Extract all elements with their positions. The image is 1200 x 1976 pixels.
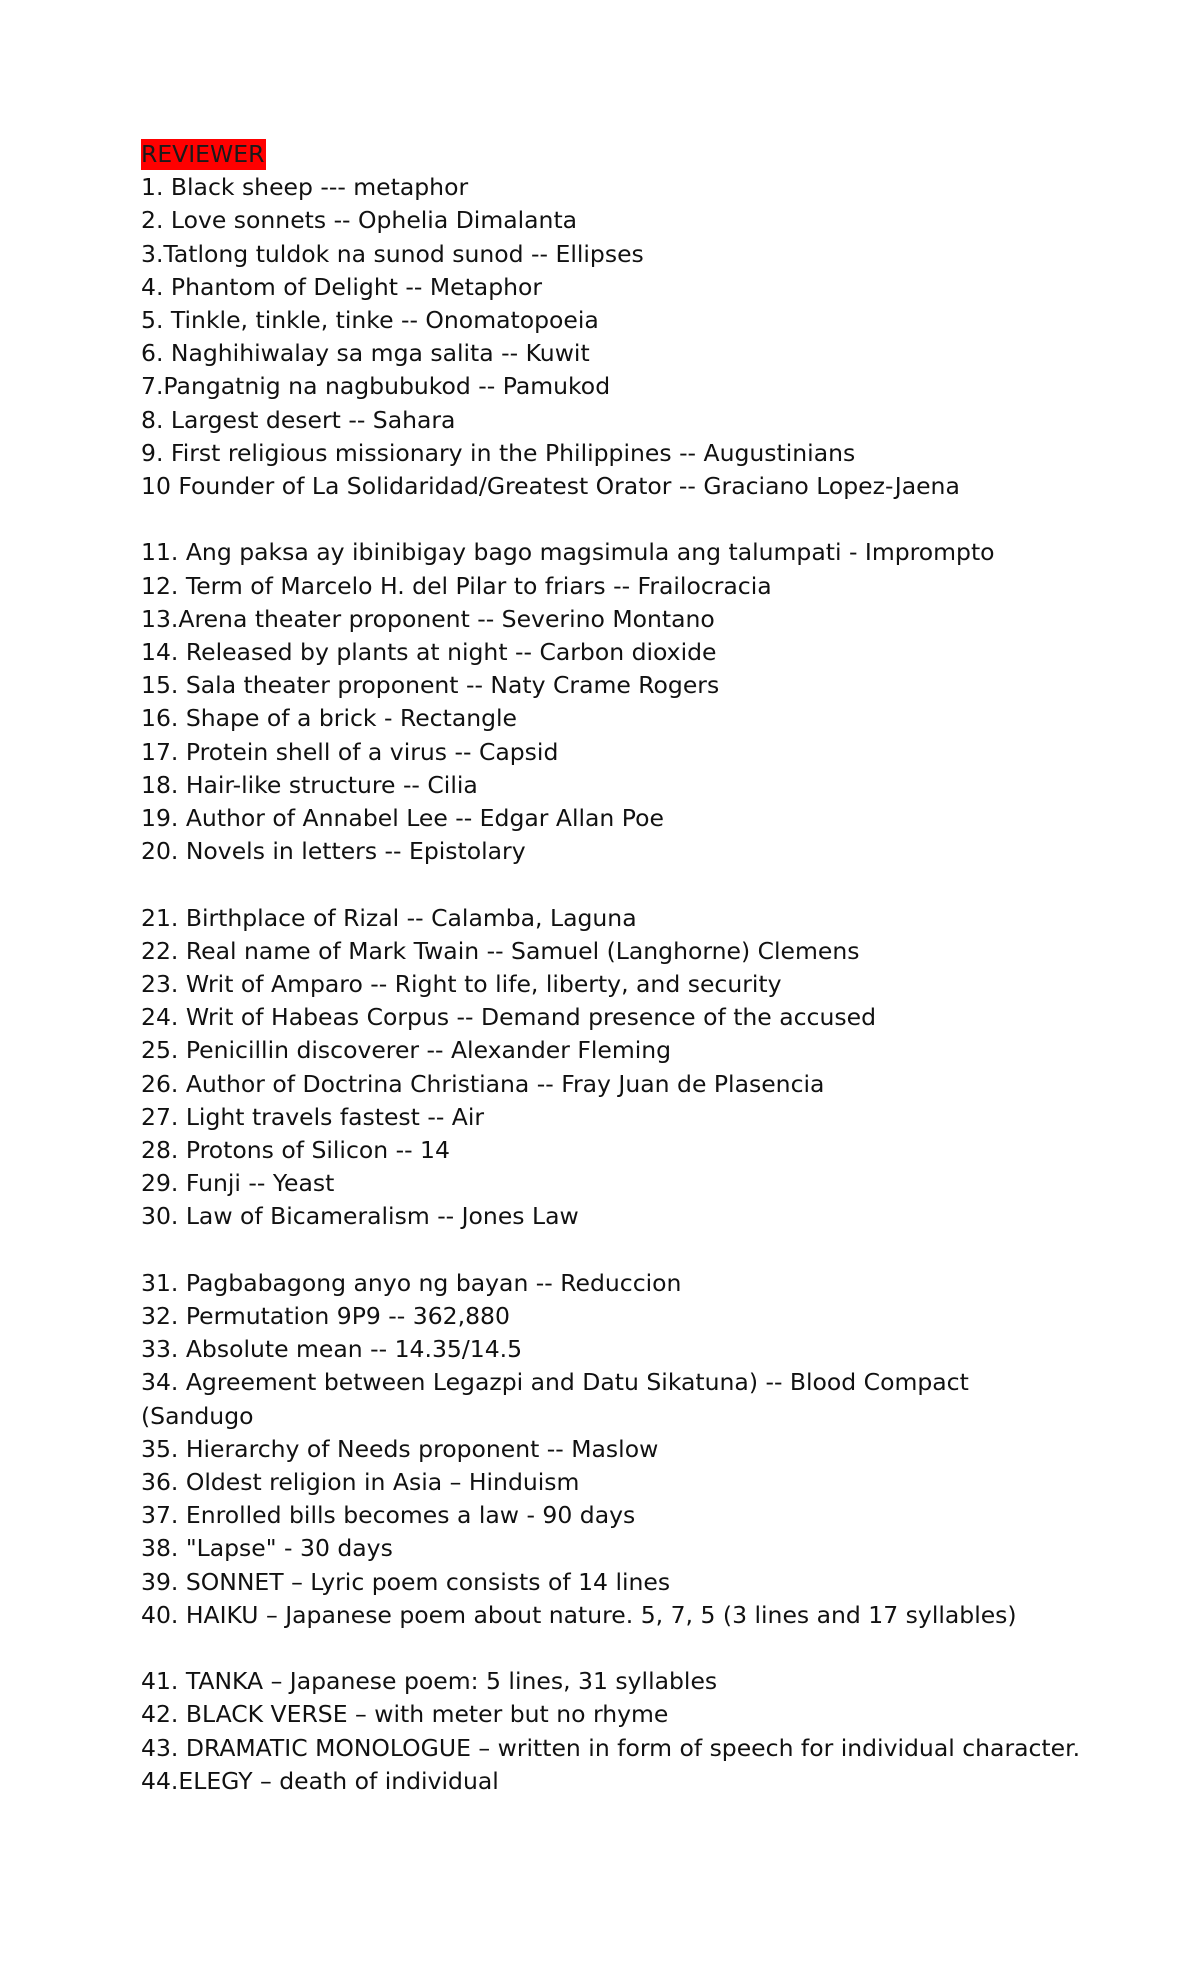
item-group-5 bbox=[141, 1665, 1081, 1798]
list-item: 36. Oldest religion in Asia – Hinduism bbox=[141, 1468, 580, 1497]
list-item: 11. Ang paksa ay ibinibigay bago magsimula ang talumpati - Imprompto bbox=[141, 538, 995, 567]
list-item: 30. Law of Bicameralism -- Jones Law bbox=[141, 1202, 579, 1231]
list-item: 35. Hierarchy of Needs proponent -- Maslow bbox=[141, 1434, 659, 1463]
list-item: 5. Tinkle, tinkle, tinke -- Onomatopoeia bbox=[141, 306, 599, 335]
list-item: 19. Author of Annabel Lee -- Edgar Allan Poe bbox=[141, 804, 664, 833]
list-item: 20. Novels in letters -- Epistolary bbox=[141, 837, 526, 866]
list-item: 41. TANKA – Japanese poem: 5 lines, 31 syllables bbox=[141, 1667, 718, 1696]
blank-line bbox=[141, 1632, 1081, 1665]
list-item: 39. SONNET – Lyric poem consists of 14 lines bbox=[141, 1567, 671, 1596]
list-item: 32. Permutation 9P9 -- 362,880 bbox=[141, 1302, 510, 1331]
item-group-3 bbox=[141, 902, 1081, 1234]
list-item: 4. Phantom of Delight -- Metaphor bbox=[141, 272, 543, 301]
list-item: 17. Protein shell of a virus -- Capsid bbox=[141, 737, 559, 766]
list-item: 2. Love sonnets -- Ophelia Dimalanta bbox=[141, 206, 578, 235]
list-item: 25. Penicillin discoverer -- Alexander Fleming bbox=[141, 1036, 672, 1065]
list-item: 42. BLACK VERSE – with meter but no rhyme bbox=[141, 1700, 669, 1729]
item-group-4 bbox=[141, 1267, 1081, 1632]
list-item: 9. First religious missionary in the Philippines -- Augustinians bbox=[141, 438, 856, 467]
list-item: 28. Protons of Silicon -- 14 bbox=[141, 1136, 450, 1165]
list-item: 31. Pagbabagong anyo ng bayan -- Reduccion bbox=[141, 1268, 682, 1297]
list-item: 34. Agreement between Legazpi and Datu Sikatuna) -- Blood Compact (Sandugo bbox=[141, 1368, 969, 1430]
list-item: 38. "Lapse" - 30 days bbox=[141, 1534, 393, 1563]
list-item: 29. Funji -- Yeast bbox=[141, 1169, 335, 1198]
list-item: 12. Term of Marcelo H. del Pilar to friars -- Frailocracia bbox=[141, 571, 772, 600]
list-item: 3.Tatlong tuldok na sunod sunod -- Ellipses bbox=[141, 239, 644, 268]
list-item: 7.Pangatnig na nagbubukod -- Pamukod bbox=[141, 372, 611, 401]
blank-line bbox=[141, 1234, 1081, 1267]
list-item: 24. Writ of Habeas Corpus -- Demand presence of the accused bbox=[141, 1003, 876, 1032]
list-item: 8. Largest desert -- Sahara bbox=[141, 405, 456, 434]
list-item: 14. Released by plants at night -- Carbon dioxide bbox=[141, 638, 717, 667]
reviewer-content bbox=[141, 138, 1081, 1798]
list-item: 18. Hair-like structure -- Cilia bbox=[141, 770, 478, 799]
list-item: 43. DRAMATIC MONOLOGUE – written in form of speech for individual character. bbox=[141, 1733, 1081, 1762]
list-item: 40. HAIKU – Japanese poem about nature. 5, 7, 5 (3 lines and 17 syllables) bbox=[141, 1600, 1017, 1629]
list-item: 37. Enrolled bills becomes a law - 90 days bbox=[141, 1501, 636, 1530]
item-group-2 bbox=[141, 536, 1081, 868]
list-item: 27. Light travels fastest -- Air bbox=[141, 1102, 485, 1131]
list-item: 16. Shape of a brick - Rectangle bbox=[141, 704, 518, 733]
list-item: 13.Arena theater proponent -- Severino Montano bbox=[141, 604, 715, 633]
blank-line bbox=[141, 868, 1081, 901]
list-item: 26. Author of Doctrina Christiana -- Fray Juan de Plasencia bbox=[141, 1069, 825, 1098]
list-item: 15. Sala theater proponent -- Naty Crame Rogers bbox=[141, 671, 720, 700]
list-item: 33. Absolute mean -- 14.35/14.5 bbox=[141, 1335, 523, 1364]
list-item: 23. Writ of Amparo -- Right to life, liberty, and security bbox=[141, 970, 782, 999]
list-item: 22. Real name of Mark Twain -- Samuel (Langhorne) Clemens bbox=[141, 936, 860, 965]
item-group-1 bbox=[141, 171, 1081, 503]
list-item: 6. Naghihiwalay sa mga salita -- Kuwit bbox=[141, 339, 590, 368]
list-item: 21. Birthplace of Rizal -- Calamba, Laguna bbox=[141, 903, 637, 932]
list-item: 44.ELEGY – death of individual bbox=[141, 1766, 499, 1795]
list-item: 1. Black sheep --- metaphor bbox=[141, 173, 469, 202]
list-item: 10 Founder of La Solidaridad/Greatest Orator -- Graciano Lopez-Jaena bbox=[141, 472, 960, 501]
document-title: REVIEWER bbox=[141, 140, 265, 168]
blank-line bbox=[141, 503, 1081, 536]
